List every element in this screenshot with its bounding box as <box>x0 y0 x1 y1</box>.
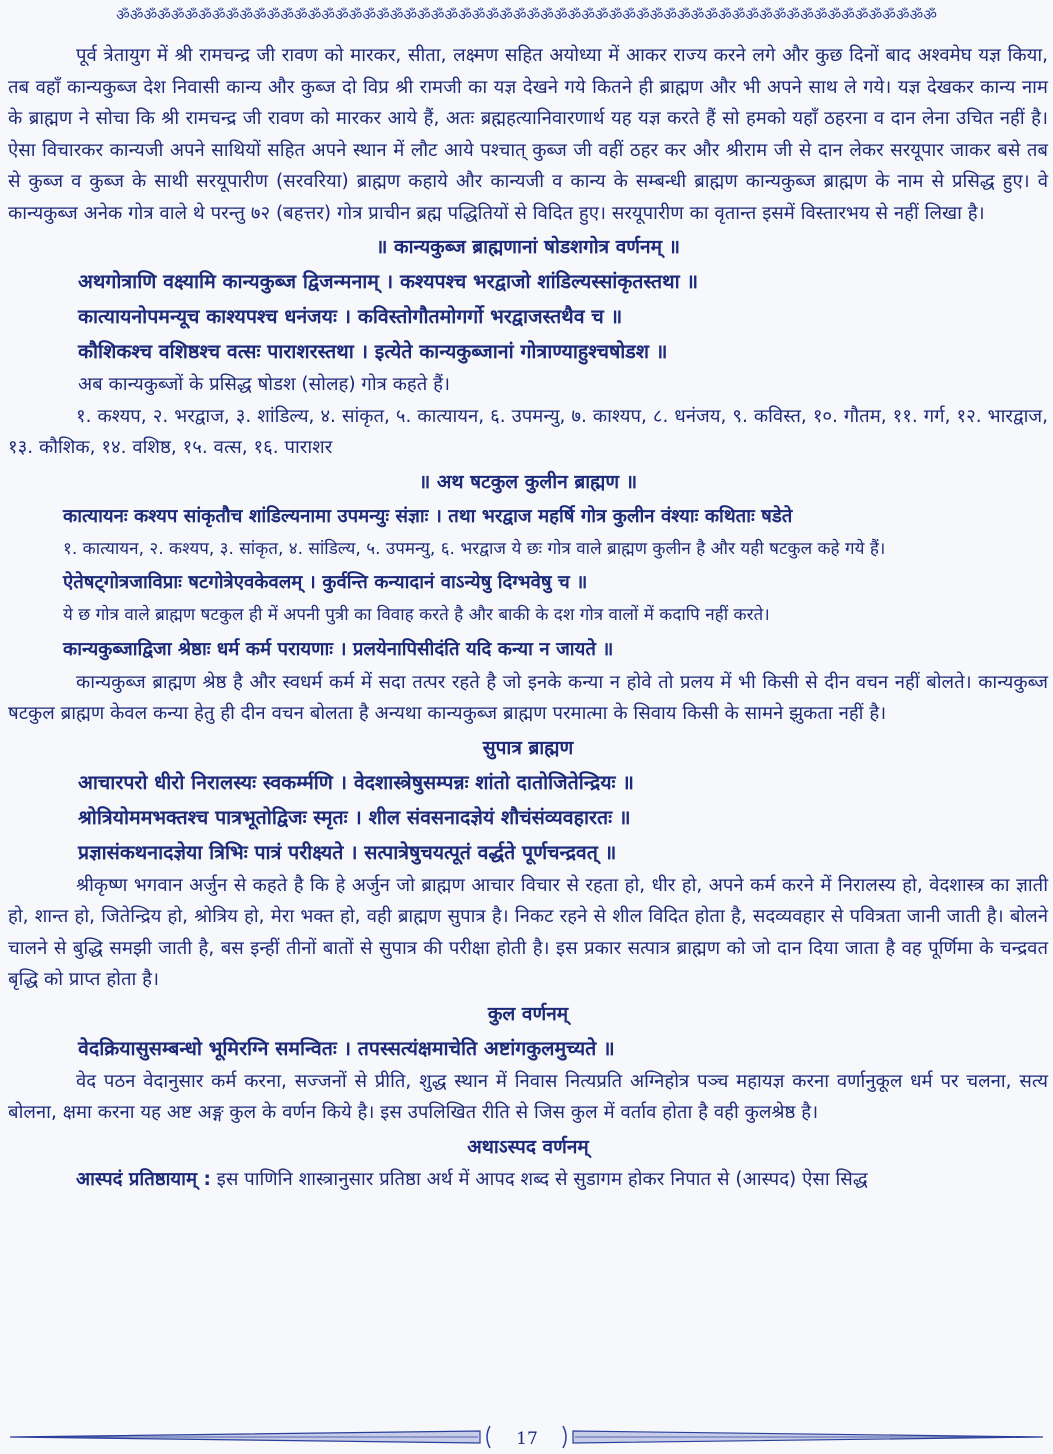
page-content <box>8 40 1048 1195</box>
shatkul-note: ये छ गोत्र वाले ब्राह्मण षटकुल ही में अपनी पुत्री का विवाह करते है और बाकी के दश गोत्र वालों में कदापि नहीं करते। <box>63 605 770 625</box>
verse-line: अथगोत्राणि वक्ष्यामि कान्यकुब्ज द्विजन्मनाम् । कश्यपश्च भरद्वाजो शांडिल्यस्सांकृतस्तथा ॥ <box>78 270 699 293</box>
section-heading-aspad: अथाऽस्पद वर्णनम् <box>467 1135 589 1158</box>
verse-line: आचारपरो धीरो निरालस्यः स्वकर्म्मणि । वेदशास्त्रेषुसम्पन्नः शांतो दातोजितेन्द्रियः ॥ <box>78 770 634 794</box>
shatkul-paragraph: कान्यकुब्ज ब्राह्मण श्रेष्ठ है और स्वधर्म कर्म में सदा तत्पर रहते है जो इनके कन्या न होवे तो प्रलय में भी किसी से दीन वचन नहीं बोलते। कान्यकुब्ज षटकुल ब्राह्मण केवल कन्या हेतु ही दीन वचन बोलता है अन्यथा कान्यकुब्ज ब्राह्मण परमात्मा के सिवाय किसी के सामने झुकता नहीं है। <box>8 671 1048 724</box>
verse-line: ऐतेषट्गोत्रजाविप्राः षटगोत्रेएवकेवलम् । कुर्वन्ति कन्यादानं वाऽन्येषु दिग्भवेषु च ॥ <box>63 572 588 593</box>
page-number: 17 <box>516 1429 538 1449</box>
verse-line: प्रज्ञासंकथनादज्ञेया त्रिभिः पात्रं परीक्ष्यते । सत्पात्रेषुचयत्पूतं वर्द्धते पूर्णचन्द्रवत् ॥ <box>78 840 617 864</box>
kul-paragraph: वेद पठन वेदानुसार कर्म करना, सज्जनों से प्रीति, शुद्ध स्थान में निवास नित्यप्रति अग्निहोत्र पञ्च महायज्ञ करना वर्णानुकूल धर्म पर चलना, सत्य बोलना, क्षमा करना यह अष्ट अङ्ग कुल के वर्णन किये है। इस उपलिखित रीति से जिस कुल में वर्ताव होता है वही कुलश्रेष्ठ है। <box>8 1070 1048 1123</box>
section-heading-supatra: सुपात्र ब्राह्मण <box>482 736 574 759</box>
section-heading-shatkul: ॥ अथ षटकुल कुलीन ब्राह्मण ॥ <box>418 470 638 493</box>
verse-line: कौशिकश्च वशिष्ठश्च वत्सः पाराशरस्तथा । इत्येते कान्यकुब्जानां गोत्राण्याहुश्चषोडश ॥ <box>78 340 668 363</box>
gotra-note: अब कान्यकुब्जों के प्रसिद्ध षोडश (सोलह) गोत्र कहते हैं। <box>78 374 451 395</box>
section-heading-gotra: ॥ कान्यकुब्ज ब्राह्मणानां षोडशगोत्र वर्णनम् ॥ <box>376 236 680 258</box>
verse-line: कात्यायनोपमन्यूच काश्यपश्च धनंजयः । कविस्तोगौतमोगर्गो भरद्वाजस्तथैव च ॥ <box>78 305 623 328</box>
section-heading-kul: कुल वर्णनम् <box>487 1002 569 1025</box>
gotra-list: १. कश्यप, २. भरद्वाज, ३. शांडिल्य, ४. सांकृत, ५. कात्यायन, ६. उपमन्यु, ७. काश्यप, ८. धनंजय, ९. कविस्त, १०. गौतम, ११. गर्ग, १२. भारद्वाज, १३. कौशिक, १४. वशिष्ठ, १५. वत्स, १६. पाराशर <box>8 405 1048 458</box>
verse-line: कान्यकुब्जाद्विजा श्रेष्ठाः धर्म कर्म परायणाः । प्रलयेनापिसीदंति यदि कन्या न जायते ॥ <box>63 638 614 660</box>
verse-line: वेदक्रियासुसम्बन्धो भूमिरग्नि समन्वितः । तपस्सत्यंक्षमाचेति अष्टांगकुलमुच्यते ॥ <box>78 1036 615 1060</box>
aspad-lead: आस्पदं प्रतिष्ठायाम् : <box>76 1168 211 1190</box>
top-ornament-border: ॐॐॐॐॐॐॐॐॐॐॐॐॐॐॐॐॐॐॐॐॐॐॐॐॐॐॐॐॐॐॐॐॐॐॐॐॐॐॐॐॐॐॐॐॐॐॐॐॐॐॐॐॐॐॐॐॐॐॐॐ <box>0 0 1053 30</box>
supatra-paragraph: श्रीकृष्ण भगवान अर्जुन से कहते है कि हे अर्जुन जो ब्राह्मण आचार विचार से रहता हो, धीर हो, अपने कर्म करने में निरालस्य हो, वेदशास्त्र का ज्ञाती हो, शान्त हो, जितेन्द्रिय हो, श्रोत्रिय हो, मेरा भक्त हो, वही ब्राह्मण सुपात्र है। निकट रहने से शील विदित होता है, सदव्यवहार से पवित्रता जानी जाती है। बोलने चालने से बुद्धि समझी जाती है, बस इन्हीं तीनों बातों से सुपात्र की परीक्षा होती है। इस प्रकार सत्पात्र ब्राह्मण को जो दान दिया जाता है वह पूर्णिमा के चन्द्रवत बृद्धि को प्राप्त होता है। <box>8 874 1048 990</box>
intro-paragraph: पूर्व त्रेतायुग में श्री रामचन्द्र जी रावण को मारकर, सीता, लक्ष्मण सहित अयोध्या में आकर राज्य करने लगे और कुछ दिनों बाद अश्वमेघ यज्ञ किया, तब वहाँ कान्यकुब्ज देश निवासी कान्य और कुब्ज दो विप्र श्री रामजी का यज्ञ देखने गये कितने ही ब्राह्मण और भी अपने साथ ले गये। यज्ञ देखकर कान्य नाम के ब्राह्मण ने सोचा कि श्री रामचन्द्र जी रावण को मारकर आये हैं, अतः ब्रह्महत्यानिवारणार्थ यह यज्ञ करते हैं सो हमको यहाँ ठहरना व दान लेना उचित नहीं है। ऐसा विचारकर कान्यजी अपने साथियों सहित अपने स्थान में लौट आये पश्चात् कुब्ज जी वहीं ठहर कर और श्रीराम जी से दान लेकर सरयूपार जाकर बसे तब से कुब्ज व कुब्ज के साथी सरयूपारीण (सरवरिया) ब्राह्मण कहाये और कान्यजी व कान्य के सम्बन्धी ब्राह्मण कान्यकुब्ज ब्राह्मण के नाम से प्रसिद्ध हुए। वे कान्यकुब्ज अनेक गोत्र वाले थे परन्तु ७२ (बहत्तर) गोत्र प्राचीन ब्रह्म पद्धितियों से विदित हुए। सरयूपारीण का वृतान्त इसमें विस्तारभय से नहीं लिखा है। <box>8 45 1048 224</box>
aspad-text: इस पाणिनि शास्त्रानुसार प्रतिष्ठा अर्थ में आपद शब्द से सुडागम होकर निपात से (आस्पद) ऐसा सिद्ध <box>210 1168 868 1190</box>
verse-line: श्रोत्रियोममभक्तश्च पात्रभूतोद्विजः स्मृतः । शील संवसनादज्ञेयं शौचंसंव्यवहारतः ॥ <box>78 805 631 829</box>
shatkul-list: १. कात्यायन, २. कश्यप, ३. सांकृत, ४. सांडिल्य, ५. उपमन्यु, ६. भरद्वाज ये छः गोत्र वाले ब्राह्मण कुलीन है और यही षटकुल कहे गये हैं। <box>63 538 886 559</box>
verse-line: कात्यायनः कश्यप सांकृतौच शांडिल्यनामा उपमन्युः संज्ञाः । तथा भरद्वाज महर्षि गोत्र कुलीन वंश्याः कथिताः षडेते <box>63 505 793 527</box>
aspad-paragraph <box>8 1164 1048 1196</box>
